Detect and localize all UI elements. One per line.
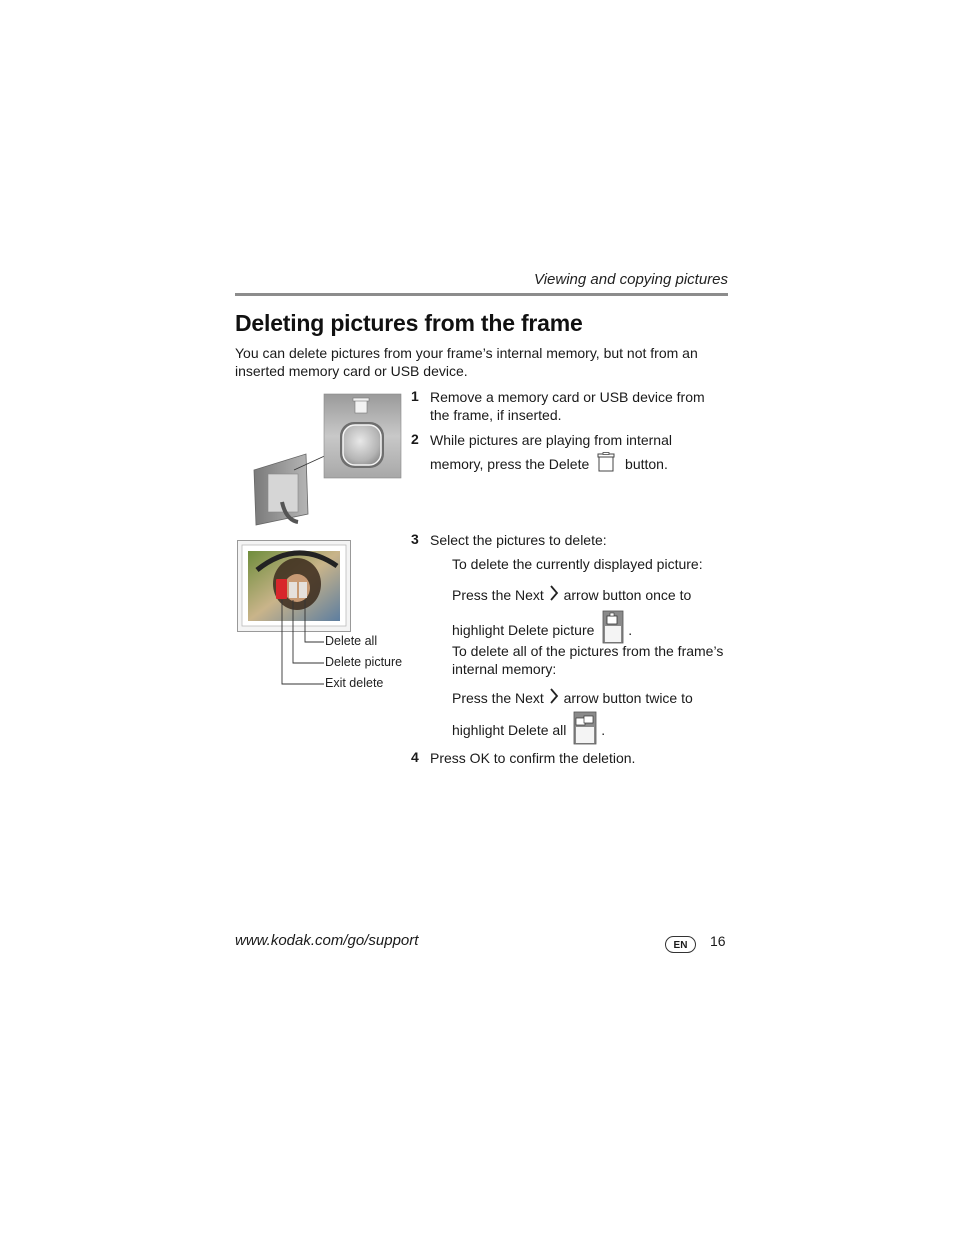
callout-exit-delete: Exit delete <box>325 676 384 690</box>
step-4 <box>411 749 731 767</box>
step-2 <box>411 431 731 481</box>
sub-heading-single: To delete the currently displayed picture: <box>452 556 703 572</box>
step-number: 2 <box>411 431 419 447</box>
step-text: Press OK to confirm the deletion. <box>430 750 636 766</box>
running-header: Viewing and copying pictures <box>533 271 728 288</box>
callout-leaders <box>280 600 330 690</box>
sub-text-part: arrow button once to highlight Delete picture <box>452 587 692 638</box>
sub-heading-all: To delete all of the pictures from the frame’s internal memory: <box>452 643 724 677</box>
sub-text-part: Press the Next <box>452 690 544 706</box>
footer-url: www.kodak.com/go/support <box>235 932 419 949</box>
chevron-right-icon <box>549 583 559 610</box>
step-3 <box>411 531 731 549</box>
sub-text-part: arrow button twice to highlight Delete all <box>452 690 693 739</box>
step-text <box>430 429 720 479</box>
step-number: 1 <box>411 388 419 404</box>
step-1 <box>411 388 731 424</box>
intro-paragraph: You can delete pictures from your frame’s internal memory, but not from an inserted memory card or USB device. <box>235 345 698 379</box>
callout-delete-all: Delete all <box>325 634 378 648</box>
language-badge: EN <box>665 936 696 953</box>
step-text-after: button. <box>625 456 668 473</box>
step-number: 3 <box>411 531 419 547</box>
trash-icon <box>597 452 615 479</box>
page-title: Deleting pictures from the frame <box>235 310 583 336</box>
header-rule <box>235 293 728 296</box>
sub-text-part: Press the Next <box>452 587 544 603</box>
callout-delete-picture: Delete picture <box>325 655 403 669</box>
step-text: Select the pictures to delete: <box>430 532 607 548</box>
step-number: 4 <box>411 749 419 765</box>
frame-back-image <box>250 392 410 527</box>
delete-all-icon <box>573 711 597 752</box>
step-text: Remove a memory card or USB device from the frame, if inserted. <box>430 389 705 423</box>
sub-text-all <box>452 686 732 752</box>
chevron-right-icon <box>549 687 559 711</box>
page-number: 16 <box>710 933 726 949</box>
sub-text-end: . <box>628 622 633 638</box>
step-text-before: While pictures are playing from internal memory, press the Delete <box>430 432 672 473</box>
frame-delete-button-illustration <box>250 392 410 527</box>
sub-text-end: . <box>601 722 606 739</box>
